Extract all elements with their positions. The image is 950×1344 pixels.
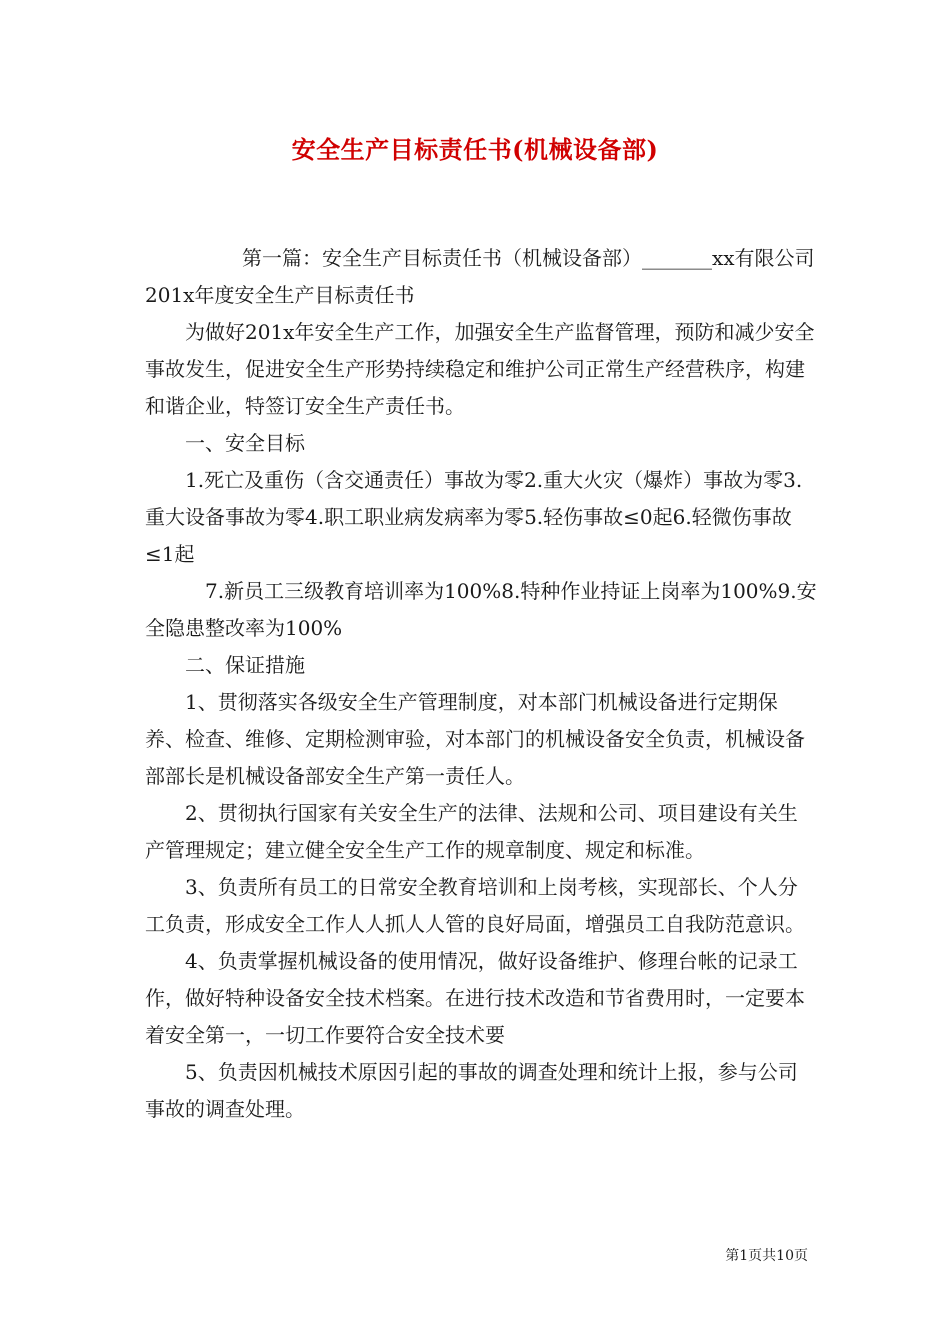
purpose-paragraph: 为做好201x年安全生产工作，加强安全生产监督管理，预防和减少安全事故发生，促进安全生产形势持续稳定和维护公司正常生产经营秩序，构建和谐企业，特签订安全生产责任书。 bbox=[145, 320, 815, 418]
measure-paragraph-3: 3、负责所有员工的日常安全教育培训和上岗考核，实现部长、个人分工负责，形成安全工作人人抓人人管的良好局面，增强员工自我防范意识。 bbox=[145, 875, 805, 936]
measure-paragraph-1: 1、贯彻落实各级安全生产管理制度，对本部门机械设备进行定期保养、检查、维修、定期检测审验，对本部门的机械设备安全负责，机械设备部部长是机械设备部安全生产第一责任人。 bbox=[145, 690, 805, 788]
safety-goals-list-2: 7.新员工三级教育培训率为100%8.特种作业持证上岗率为100%9.安全隐患整改率为100% bbox=[145, 579, 817, 640]
measure-paragraph-5: 5、负责因机械技术原因引起的事故的调查处理和统计上报，参与公司事故的调查处理。 bbox=[145, 1060, 798, 1121]
safety-goals-list-1: 1.死亡及重伤（含交通责任）事故为零2.重大火灾（爆炸）事故为零3.重大设备事故为零4.职工职业病发病率为零5.轻伤事故≤0起6.轻微伤事故≤1起 bbox=[145, 468, 803, 566]
section-heading-safety-goals: 一、安全目标 bbox=[185, 431, 305, 455]
page-number-footer: 第1页共10页 bbox=[725, 1248, 808, 1264]
intro-paragraph: 第一篇：安全生产目标责任书（机械设备部）_______xx有限公司201x年度安全生产目标责任书 bbox=[145, 246, 815, 307]
document-title: 安全生产目标责任书(机械设备部) bbox=[291, 135, 659, 164]
measure-paragraph-4: 4、负责掌握机械设备的使用情况，做好设备维护、修理台帐的记录工作，做好特种设备安全技术档案。在进行技术改造和节省费用时，一定要本着安全第一，一切工作要符合安全技术要 bbox=[145, 949, 805, 1047]
section-heading-guarantee-measures: 二、保证措施 bbox=[185, 653, 305, 677]
document-body bbox=[145, 240, 817, 1128]
measure-paragraph-2: 2、贯彻执行国家有关安全生产的法律、法规和公司、项目建设有关生产管理规定；建立健全安全生产工作的规章制度、规定和标准。 bbox=[145, 801, 798, 862]
